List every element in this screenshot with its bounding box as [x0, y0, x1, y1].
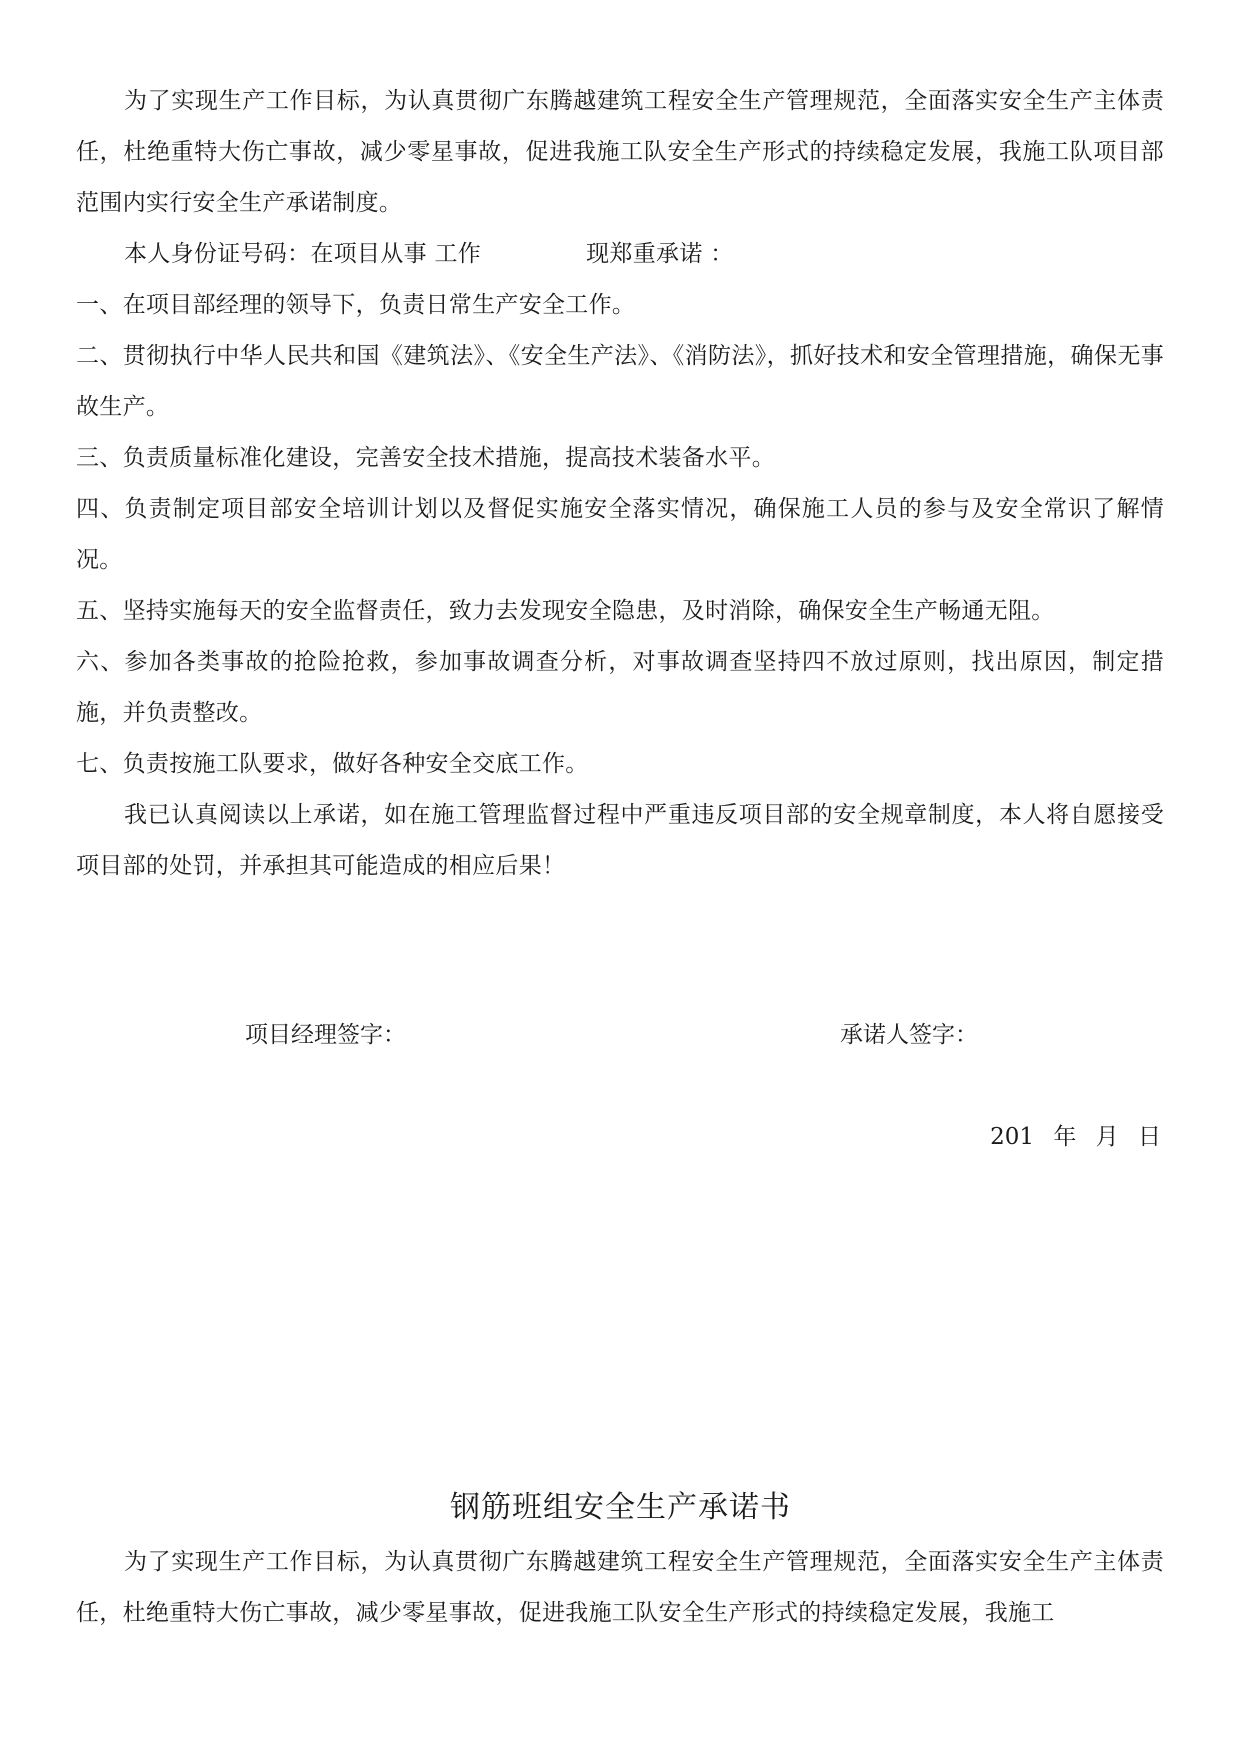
date-line: 201 年 月 日 [990, 1124, 1161, 1150]
promisor-signature-label: 承诺人签字： [840, 1022, 978, 1048]
manager-signature-label: 项目经理签字： [245, 1022, 406, 1048]
list-item: 四、负责制定项目部安全培训计划以及督促实施安全落实情况，确保施工人员的参与及安全常识了解情况。 [76, 496, 1164, 573]
closing-paragraph: 我已认真阅读以上承诺，如在施工管理监督过程中严重违反项目部的安全规章制度，本人将自愿接受项目部的处罚，并承担其可能造成的相应后果！ [76, 802, 1164, 879]
intro-paragraph-2: 为了实现生产工作目标，为认真贯彻广东腾越建筑工程安全生产管理规范，全面落实安全生产主体责任，杜绝重特大伤亡事故，减少零星事故，促进我施工队安全生产形式的持续稳定发展，我施工 [76, 1549, 1164, 1626]
promise-text: 现郑重承诺 ： [586, 241, 734, 267]
list-item: 七、负责按施工队要求，做好各种安全交底工作。 [76, 751, 589, 777]
list-item: 五、坚持实施每天的安全监督责任，致力去发现安全隐患，及时消除，确保安全生产畅通无阻。 [76, 598, 1055, 624]
identity-text: 本人身份证号码：在项目从事 工作 [124, 241, 482, 267]
commitment-body-2 [76, 1537, 1164, 1639]
list-item: 一、在项目部经理的领导下，负责日常生产安全工作。 [76, 292, 636, 318]
identity-line [76, 229, 1164, 280]
intro-paragraph: 为了实现生产工作目标，为认真贯彻广东腾越建筑工程安全生产管理规范，全面落实安全生产主体责任，杜绝重特大伤亡事故，减少零星事故，促进我施工队安全生产形式的持续稳定发展，我施工队项目部范围内实行安全生产承诺制度。 [76, 88, 1164, 216]
list-item: 三、负责质量标准化建设，完善安全技术措施，提高技术装备水平。 [76, 445, 775, 471]
document-title: 钢筋班组安全生产承诺书 [450, 1490, 791, 1525]
list-item: 二、贯彻执行中华人民共和国《建筑法》、《安全生产法》、《消防法》，抓好技术和安全管理措施，确保无事故生产。 [76, 343, 1164, 420]
commitment-body-1 [76, 76, 1164, 892]
list-item: 六、参加各类事故的抢险抢救，参加事故调查分析，对事故调查坚持四不放过原则，找出原因，制定措施，并负责整改。 [76, 649, 1164, 726]
